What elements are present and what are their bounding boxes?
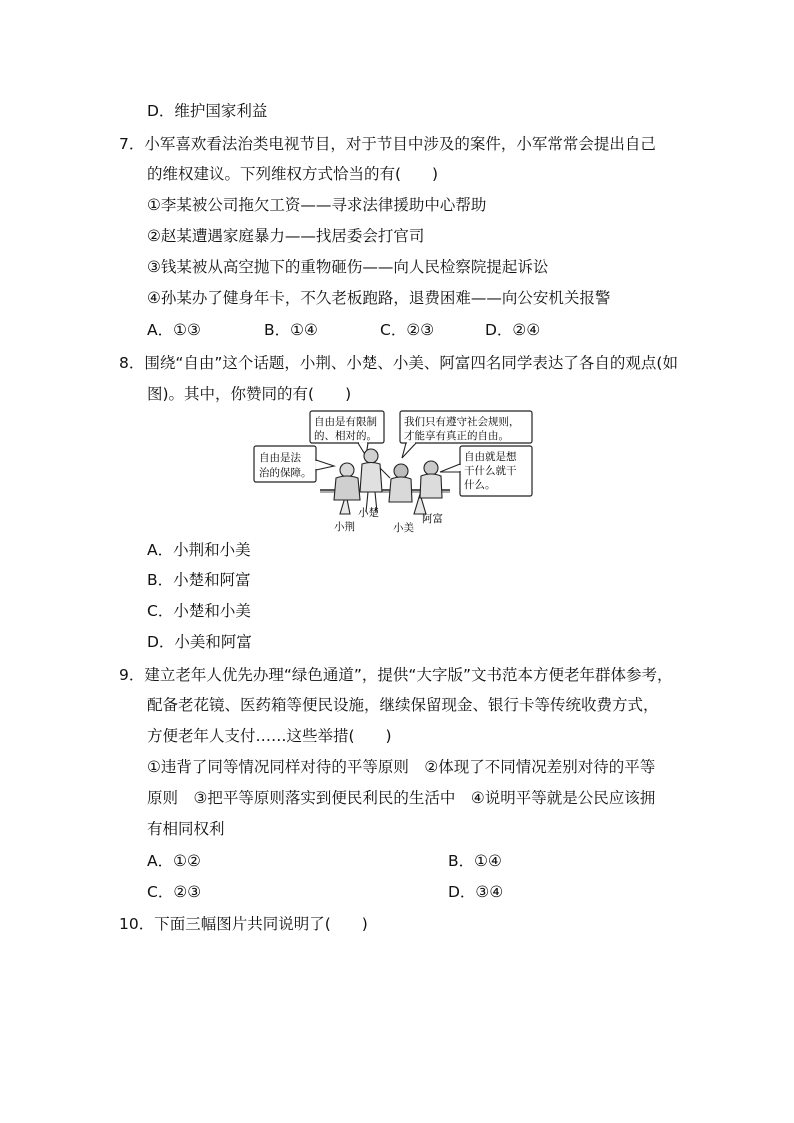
q7-option-a: A．①③ [147,321,201,339]
q10-stem-line1: 10．下面三幅图片共同说明了( ) [119,915,368,933]
students-illustration [320,449,450,514]
q9-option-d: D．③④ [448,883,504,901]
q8-figure [250,408,540,533]
bubble-left-line1: 自由是法 [259,452,301,464]
name-afu: 阿富 [422,513,443,525]
q7-stem-line2: 的维权建议。下列维权方式恰当的有( ) [147,165,439,183]
q7-item-4: ④孙某办了健身年卡，不久老板跑路，退费困难——向公安机关报警 [147,289,611,307]
q8-stem-line2: 图)。其中，你赞同的有( ) [147,385,352,403]
bubble-right-line3: 什么。 [464,479,496,491]
q8-option-c: C．小楚和小美 [147,602,251,620]
name-xiaochu: 小楚 [358,507,379,519]
q9-option-a: A．①② [147,852,201,870]
bubble-left-line2: 治的保障。 [259,467,312,479]
bubble-top-right-line2: 才能享有真正的自由。 [404,430,509,442]
bubble-top-right-line1: 我们只有遵守社会规则， [404,416,520,428]
q9-option-c: C．②③ [147,883,202,901]
q9-stem-line2: 配备老花镜、医药箱等便民设施，继续保留现金、银行卡等传统收费方式， [147,696,659,714]
q8-option-b: B．小楚和阿富 [147,571,251,589]
q8-option-a: A．小荆和小美 [147,541,251,559]
bubble-right-line2: 干什么就干 [464,465,517,477]
q9-option-b: B．①④ [448,852,502,870]
name-xiaomei: 小美 [393,522,414,533]
q9-stem-line3: 方便老年人支付……这些举措( ) [147,727,392,745]
q8-option-d: D．小美和阿富 [147,633,252,651]
bubble-top-left-line2: 的、相对的。 [314,430,377,442]
q7-option-c: C．②③ [380,321,435,339]
q7-option-d: D．②④ [485,321,541,339]
bubble-top-left-line1: 自由是有限制 [314,416,377,428]
q7-item-2: ②赵某遭遇家庭暴力——找居委会打官司 [147,227,425,245]
bubble-left [254,446,334,482]
q7-stem-line1: 7．小军喜欢看法治类电视节目，对于节目中涉及的案件，小军常常会提出自己 [119,135,656,153]
bubble-right [440,446,532,496]
q9-statement-line3: 有相同权利 [147,820,225,838]
q7-item-1: ①李某被公司拖欠工资——寻求法律援助中心帮助 [147,196,487,214]
q9-statement-line2: 原则 ③把平等原则落实到便民利民的生活中 ④说明平等就是公民应该拥 [147,789,656,807]
q9-statement-line1: ①违背了同等情况同样对待的平等原则 ②体现了不同情况差别对待的平等 [147,758,656,776]
name-xiaojing: 小荆 [334,521,355,533]
bubble-right-line1: 自由就是想 [464,451,517,463]
q8-stem-line1: 8．围绕“自由”这个话题，小荆、小楚、小美、阿富四名同学表达了各自的观点(如 [119,354,678,372]
q7-option-b: B．①④ [264,321,318,339]
q6-option-d: D．维护国家利益 [147,102,268,120]
q9-stem-line1: 9．建立老年人优先办理“绿色通道”，提供“大字版”文书范本方便老年群体参考， [119,666,673,684]
q7-item-3: ③钱某被从高空抛下的重物砸伤——向人民检察院提起诉讼 [147,258,549,276]
